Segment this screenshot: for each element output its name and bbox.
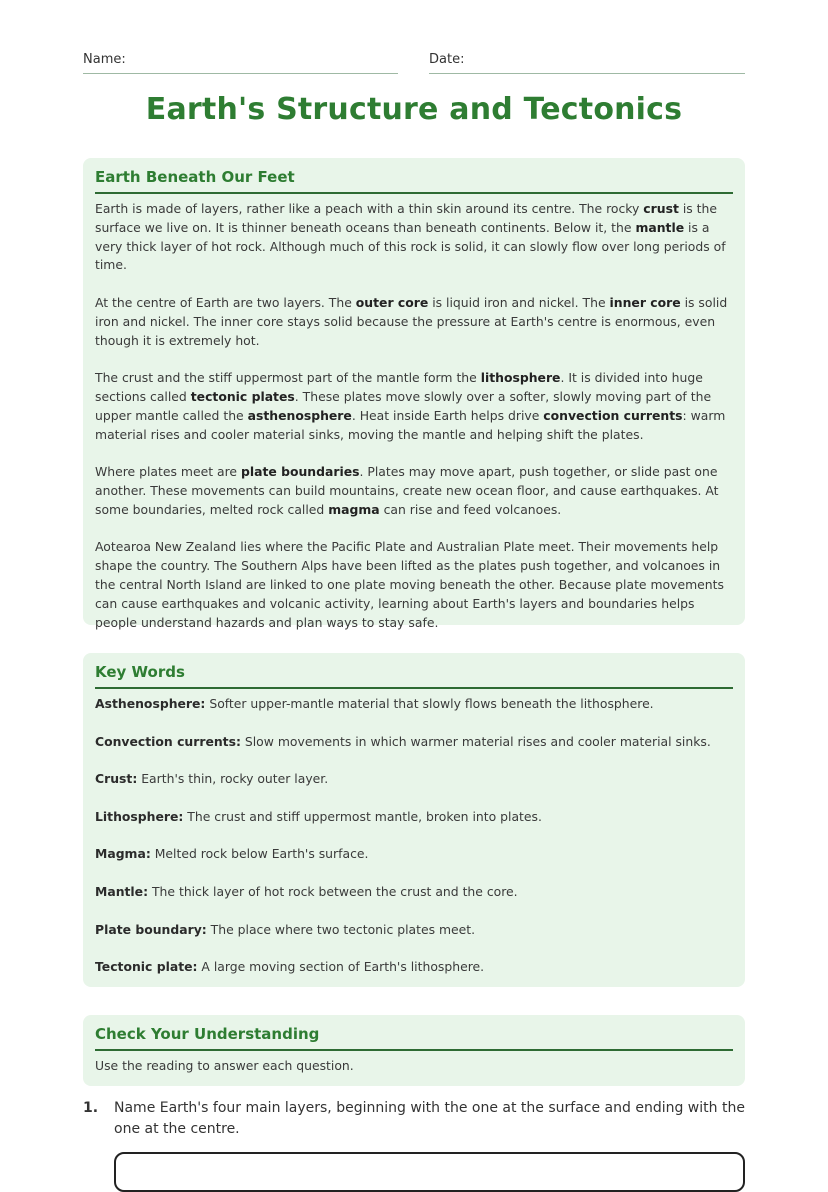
header-fields bbox=[83, 52, 745, 74]
key-word-item: Tectonic plate: A large moving section of Earth's lithosphere. bbox=[95, 959, 485, 975]
key-word-item: Lithosphere: The crust and stiff uppermost mantle, broken into plates. bbox=[95, 808, 542, 824]
question-number: 1. bbox=[83, 1100, 99, 1116]
reading-paragraph: At the centre of Earth are two layers. The outer core is liquid iron and nickel. The inner core is solid iron and nickel. The inner core stays solid because the pressure at Earth's centre is enormous, even though it is extremely hot. bbox=[95, 294, 728, 348]
name-field[interactable] bbox=[83, 52, 398, 74]
reading-paragraph: Where plates meet are plate boundaries. Plates may move apart, push together, or slide past one another. These movements can build mountains, create new ocean floor, and cause earthquakes. At some boundaries, melted rock called magma can rise and feed volcanoes. bbox=[95, 464, 719, 517]
key-word-item: Convection currents: Slow movements in which warmer material rises and cooler material sinks. bbox=[95, 733, 711, 749]
key-word-item: Crust: Earth's thin, rocky outer layer. bbox=[95, 771, 329, 787]
check-section bbox=[83, 1015, 745, 1086]
date-field[interactable] bbox=[429, 52, 745, 74]
reading-paragraph: Aotearoa New Zealand lies where the Pacific Plate and Australian Plate meet. Their movements help shape the country. The Southern Alps have been lifted as the plates push together, and volcanoes in the central North Island are linked to one plate moving beneath the other. Because plate movements can cause earthquakes and volcanic activity, learning about Earth's layers and boundaries helps people understand hazards and plan ways to stay safe. bbox=[95, 539, 724, 630]
name-label: Name: bbox=[83, 52, 126, 67]
key-word-item: Magma: Melted rock below Earth's surface. bbox=[95, 846, 369, 862]
answer-box-1[interactable] bbox=[114, 1152, 745, 1192]
reading-heading: Earth Beneath Our Feet bbox=[95, 168, 733, 194]
reading-section bbox=[83, 158, 745, 630]
check-instruction: Use the reading to answer each question. bbox=[95, 1058, 354, 1073]
check-heading: Check Your Understanding bbox=[95, 1025, 733, 1051]
key-words-heading: Key Words bbox=[95, 663, 733, 689]
key-word-item: Mantle: The thick layer of hot rock between the crust and the core. bbox=[95, 883, 518, 899]
key-words-section bbox=[83, 653, 745, 987]
date-label: Date: bbox=[429, 52, 465, 67]
reading-paragraph: The crust and the stiff uppermost part of the mantle form the lithosphere. It is divided into huge sections called tectonic plates. These plates move slowly over a softer, slowly moving part of the upper mantle called the asthenosphere. Heat inside Earth helps drive convection currents: warm material rises and cooler material sinks, moving the mantle and helping shift the plates. bbox=[95, 370, 726, 442]
reading-paragraph: Earth is made of layers, rather like a peach with a thin skin around its centre. The rocky crust is the surface we live on. It is thinner beneath oceans than beneath continents. Below it, the mantle is a very thick layer of hot rock. Although much of this rock is solid, it can slowly flow over long periods of time. bbox=[95, 201, 726, 273]
key-word-item: Plate boundary: The place where two tectonic plates meet. bbox=[95, 921, 476, 937]
page-title: Earth's Structure and Tectonics bbox=[145, 92, 683, 127]
key-word-item: Asthenosphere: Softer upper-mantle material that slowly flows beneath the lithosphere. bbox=[95, 696, 654, 711]
question-text: Name Earth's four main layers, beginning with the one at the surface and ending with the one at the centre. bbox=[114, 1100, 745, 1137]
